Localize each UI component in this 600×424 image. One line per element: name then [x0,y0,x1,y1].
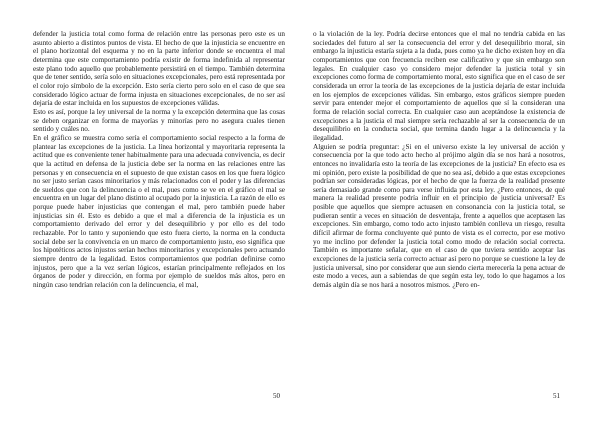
page-number-right: 51 [553,392,560,400]
page-number-left: 50 [273,392,280,400]
paragraph: Alguien se podría preguntar: ¿Si en el universo existe la ley universal de acción y consecuencia por la que todo acto hecho al prójimo algún día se nos hará a nosotros, entonces no invalidaría esto la teoría de las excepciones de la justicia? En efecto esa es mi opinión, pero existe la posibilidad de que no sea así, debido a que estas excepciones podrían ser consideradas lógicas, por el hecho de que la fuerza de la realidad presente sería demasiado grande como para verse influida por esta ley. ¿Pero entonces, de qué manera la realidad presente podría influir en el principio de justicia universal? Es posible que aquellos que siempre actuasen en consonancia con la justicia total, se pudieran sentir a veces en situación de desventaja, frente a aquellos que aceptasen las excepciones. Sin embargo, como todo acto injusto también conlleva un riesgo, resulta difícil afirmar de forma concluyente qué punto de vista es el correcto, por ese motivo yo me inclino por defender la justicia total como modo de relación social correcta. También es importante señalar, que en el caso de que tuviera sentido aceptar las excepciones de la justicia sería correcto actuar así pero no porque se cuestione la ley de justicia universal, sino por considerar que aun siendo cierta merecería la pena actuar de este modo a veces, aun a sabiendas de que según esta ley, todo lo que hagamos a los demás algún día se nos hará a nosotros mismos. ¿Pero en- [313,142,565,290]
right-page [313,30,565,390]
paragraph: En el gráfico se muestra como sería el comportamiento social respecto a la forma de plantear las excepciones de la justicia. La línea horizontal y mayoritaria representa la actitud que es conveniente tener habitualmente para una adecuada convivencia, es decir que la actitud en defensa de la justicia debe ser la norma en las relaciones entre las personas y en consecuencia en el supuesto de que existan casos en los que fuera lógico no ser justo serían casos minoritarios y más relacionados con el poder y las diferencias de sueldos que con la delincuencia o el mal, pues como se ve en el gráfico el mal se encuentra en un lugar del plano distinto al ocupado por la injusticia. La razón de ello es porque puede haber injusticias que contengan el mal, pero también puede haber injusticias sin él. Esto es debido a que el mal a diferencia de la injusticia es un comportamiento derivado del error y del desequilibrio y por ello es del todo rechazable. Por lo tanto y suponiendo que esto fuera cierto, la norma en la conducta social debe ser la convivencia en un marco de comportamiento justo, eso significa que los hipotéticos actos injustos serían hechos minoritarios y excepcionales pero actuando siempre dentro de la legalidad. Estos comportamientos que podrían definirse como injustos, pero que a la vez serían lógicos, estarían principalmente reflejados en los órganos de poder y dirección, en forma por ejemplo de sueldos más altos, pero en ningún caso tendrían relación con la delincuencia, el mal, [33,133,285,290]
paragraph: Esto es así, porque la ley universal de la norma y la excepción determina que las cosas se deben organizar en forma de mayorías y minorías pero no asegura cuales tienen sentido y cuáles no. [33,107,285,134]
left-page [33,30,285,390]
paragraph: o la violación de la ley. Podría decirse entonces que el mal no tendría cabida en las sociedades del futuro al ser la consecuencia del error y del desequilibrio moral, sin embargo la injusticia estaría sujeta a la duda, pues como ya he dicho existen hoy en día comportamientos que con frecuencia reciben ese calificativo y que sin embargo son legales. En cualquier caso yo considero mejor defender la justicia total y sin excepciones como forma de comportamiento moral, esto significa que en el caso de ser considerada un error la teoría de las excepciones de la justicia dejaría de estar incluida en los ejemplos de excepciones válidas. Sin embargo, estos gráficos siempre pueden servir para entender mejor el comportamiento de aquellos que sí la consideran una forma de relación social correcta. En cualquier caso aun aceptándose la existencia de excepciones a la justicia el mal siempre sería rechazable al ser la consecuencia de un desequilibrio en la conducta social, que termina dando lugar a la delincuencia y la ilegalidad. [313,30,565,142]
paragraph: defender la justicia total como forma de relación entre las personas pero este es un asunto abierto a distintos puntos de vista. El hecho de que la injusticia se encuentre en el plano horizontal del esquema y no en la parte inferior donde se encuentra el mal determina que este comportamiento podría existir de forma indefinida al representar este plano todo aquello que probablemente persistirá en el tiempo. También determina que de tener sentido, sería solo en situaciones excepcionales, pero está representada por el color rojo símbolo de la excepción. Esto sería cierto pero solo en el caso de que sea considerado lógico actuar de forma injusta en situaciones excepcionales, de no ser así dejaría de estar incluida en los supuestos de excepciones válidas. [33,30,285,108]
